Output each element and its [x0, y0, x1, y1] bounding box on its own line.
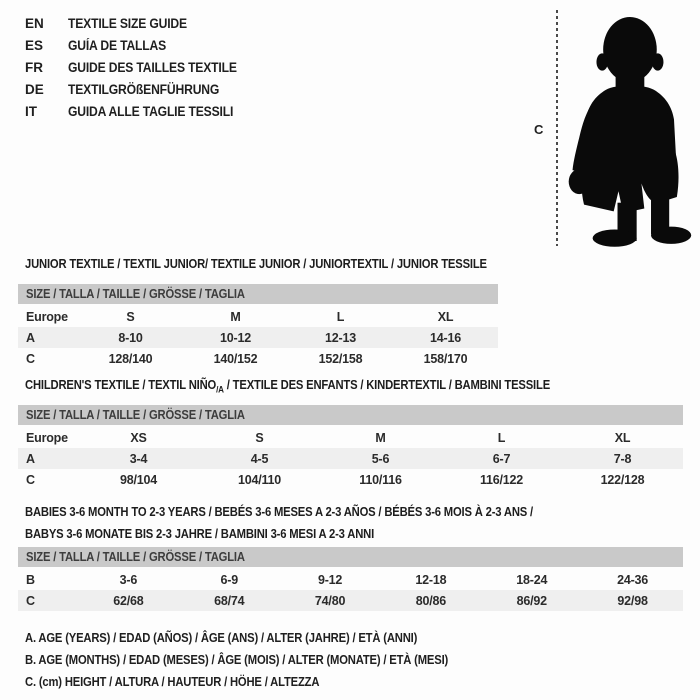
baby-silhouette-icon	[562, 6, 696, 252]
value-cell: 62/68	[78, 590, 179, 611]
size-cell: XL	[437, 309, 454, 324]
language-row-en	[25, 12, 256, 34]
children-table-title-text: CHILDREN'S TEXTILE / TEXTIL $NIÑO_{/A}$ / TEXTILE DES ENFANTS / KINDERTEXTIL / BAMBINI TESSILE	[25, 378, 551, 395]
junior-table-title	[25, 253, 538, 275]
value-cell: 122/128	[600, 472, 645, 487]
value-cell: 80/86	[380, 590, 481, 611]
table-row-europe	[18, 426, 683, 448]
lang-code: ES	[25, 37, 44, 53]
size-cell: M	[375, 430, 386, 445]
value-cell: 86/92	[481, 590, 582, 611]
value-cell: 3-4	[78, 448, 199, 469]
value-cell: 10-12	[183, 327, 288, 348]
value-cell: 3-6	[119, 572, 138, 587]
value-cell: 92/98	[582, 590, 683, 611]
value-cell: 14-16	[393, 327, 498, 348]
value-cell: 9-12	[317, 572, 343, 587]
size-header-label: SIZE / TALLA / TAILLE / GRÖSSE / TAGLIA	[26, 287, 245, 301]
value-cell: 104/110	[237, 472, 282, 487]
lang-title: TEXTILGRÖßENFÜHRUNG	[68, 81, 220, 97]
row-label: A	[18, 448, 78, 469]
size-cell: L	[336, 309, 345, 324]
lang-title: GUÍA DE TALLAS	[68, 37, 167, 53]
height-measure-figure	[528, 4, 700, 256]
children-table-title	[25, 374, 608, 401]
babies-table-title	[25, 501, 589, 545]
size-cell: S	[126, 309, 135, 324]
value-cell: 158/170	[423, 351, 468, 366]
size-header-bar	[18, 405, 683, 426]
language-row-fr	[25, 56, 256, 78]
value-cell: 110/116	[359, 472, 402, 487]
lang-code: IT	[25, 103, 37, 119]
value-cell: 6-7	[441, 448, 562, 469]
language-row-es	[25, 34, 256, 56]
junior-table-title-text: JUNIOR TEXTILE / TEXTIL JUNIOR/ TEXTILE JUNIOR / JUNIORTEXTIL / JUNIOR TESSILE	[25, 257, 487, 271]
table-row-height	[18, 590, 683, 611]
lang-title: TEXTILE SIZE GUIDE	[68, 15, 187, 31]
value-cell: 12-18	[415, 572, 447, 587]
babies-table-title-line2: BABYS 3-6 MONATE BIS 2-3 JAHRE / BAMBINI 3-6 MESI A 2-3 ANNI	[25, 527, 375, 541]
size-cell: XS	[130, 430, 147, 445]
language-row-de	[25, 78, 256, 100]
table-row-height	[18, 348, 498, 369]
table-row-age	[18, 448, 683, 469]
size-header-bar	[18, 284, 498, 305]
lang-code: EN	[25, 15, 44, 31]
value-cell: 140/152	[213, 351, 258, 366]
row-label: C	[26, 472, 35, 487]
height-dashed-line	[556, 10, 558, 246]
size-cell: XL	[614, 430, 631, 445]
size-cell: S	[255, 430, 264, 445]
size-header-label: SIZE / TALLA / TAILLE / GRÖSSE / TAGLIA	[26, 550, 245, 564]
value-cell: 116/122	[479, 472, 524, 487]
legend-notes	[25, 627, 495, 693]
note-a: A. AGE (YEARS) / EDAD (AÑOS) / ÂGE (ANS) / ALTER (JAHRE) / ETÀ (ANNI)	[25, 631, 418, 645]
table-row-height	[18, 469, 683, 490]
value-cell: 7-8	[562, 448, 683, 469]
row-label: A	[18, 327, 78, 348]
row-label: C	[18, 590, 78, 611]
babies-size-table	[18, 547, 683, 611]
value-cell: 12-13	[288, 327, 393, 348]
note-b: B. AGE (MONTHS) / EDAD (MESES) / ÂGE (MOIS) / ALTER (MONATE) / ETÀ (MESI)	[25, 653, 449, 667]
lang-code: FR	[25, 59, 43, 75]
size-header-bar	[18, 547, 683, 568]
measure-label-c: C	[534, 122, 544, 137]
value-cell: 74/80	[280, 590, 381, 611]
table-row-europe	[18, 305, 498, 327]
junior-size-table	[18, 284, 498, 369]
size-header-label: SIZE / TALLA / TAILLE / GRÖSSE / TAGLIA	[26, 408, 245, 422]
value-cell: 128/140	[108, 351, 153, 366]
value-cell: 152/158	[318, 351, 363, 366]
size-cell: L	[497, 430, 506, 445]
value-cell: 5-6	[320, 448, 441, 469]
children-size-table	[18, 405, 683, 490]
value-cell: 24-36	[617, 572, 649, 587]
babies-table-title-line1: BABIES 3-6 MONTH TO 2-3 YEARS / BEBÉS 3-6 MESES A 2-3 AÑOS / BÉBÉS 3-6 MOIS À 2-3 ANS /	[25, 505, 534, 519]
table-row-months	[18, 568, 683, 590]
value-cell: 18-24	[516, 572, 548, 587]
lang-title: GUIDE DES TAILLES TEXTILE	[68, 59, 237, 75]
value-cell: 98/104	[119, 472, 158, 487]
table-row-age	[18, 327, 498, 348]
value-cell: 4-5	[199, 448, 320, 469]
row-label: C	[26, 351, 35, 366]
value-cell: 68/74	[179, 590, 280, 611]
value-cell: 8-10	[78, 327, 183, 348]
size-cell: M	[230, 309, 241, 324]
row-label: Europe	[26, 430, 68, 445]
value-cell: 6-9	[220, 572, 238, 587]
language-title-list	[25, 12, 256, 122]
lang-code: DE	[25, 81, 44, 97]
lang-title: GUIDA ALLE TAGLIE TESSILI	[68, 103, 234, 119]
note-c: C. (cm) HEIGHT / ALTURA / HAUTEUR / HÖHE / ALTEZZA	[25, 675, 320, 689]
row-label: Europe	[26, 309, 68, 324]
row-label: B	[26, 572, 35, 587]
language-row-it	[25, 100, 256, 122]
